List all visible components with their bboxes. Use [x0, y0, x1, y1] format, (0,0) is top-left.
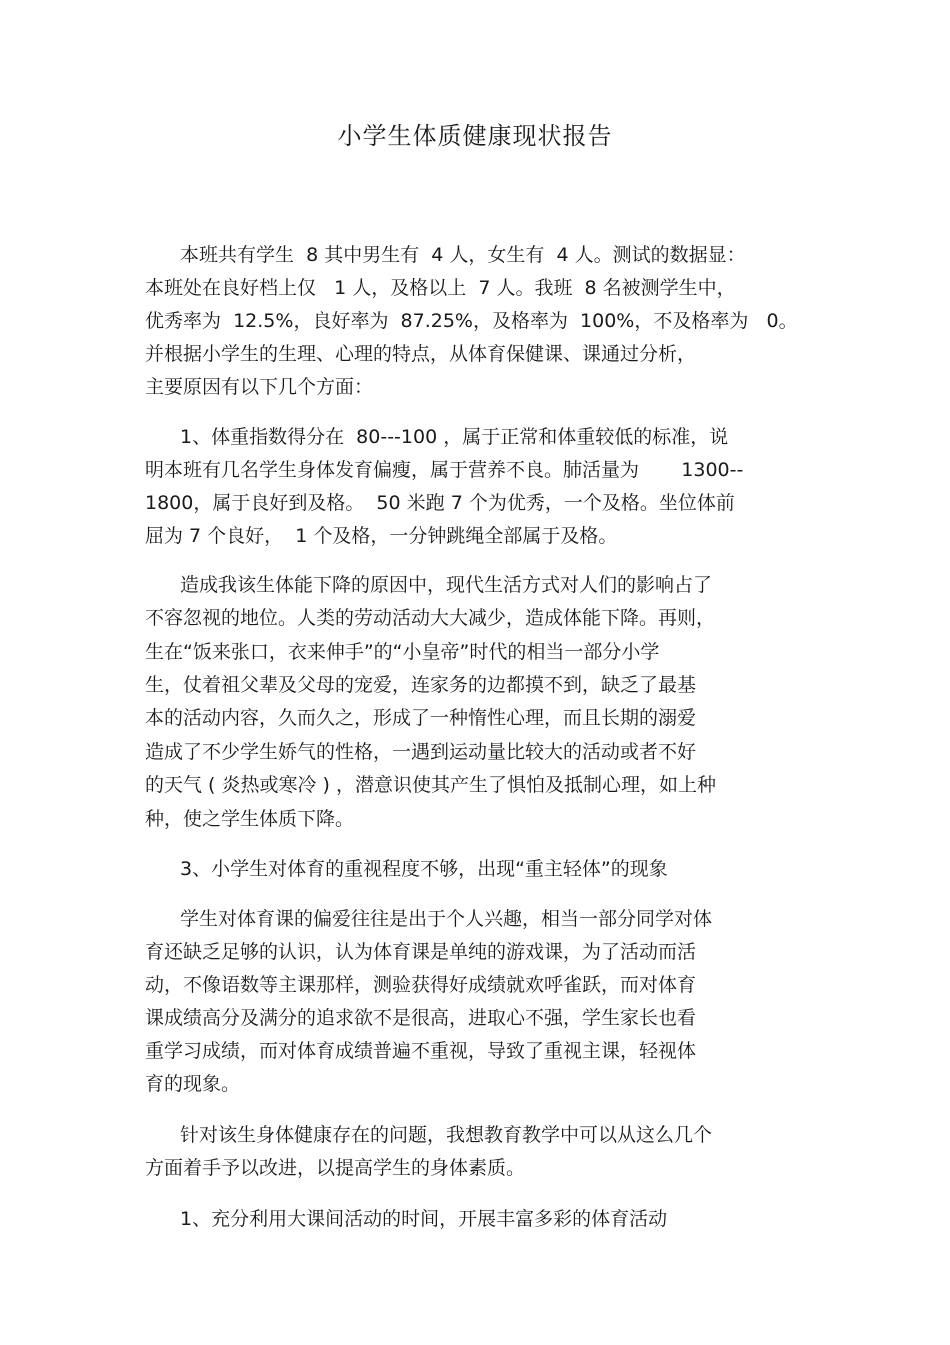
paragraph-line: 1800，属于良好到及格。 50 米跑 7 个为优秀，一个及格。坐位体前	[145, 492, 735, 514]
section-heading: 3、小学生对体育的重视程度不够，出现“重主轻体”的现象	[180, 858, 668, 880]
paragraph-line: 种，使之学生体质下降。	[145, 808, 355, 830]
paragraph-line: 屈为 7 个良好， 1 个及格，一分钟跳绳全部属于及格。	[145, 525, 618, 547]
paragraph-line: 明本班有几名学生身体发育偏瘦，属于营养不良。肺活量为 1300--	[145, 459, 744, 481]
paragraph-line: 造成了不少学生娇气的性格，一遇到运动量比较大的活动或者不好	[145, 741, 697, 763]
paragraph-line: 课成绩高分及满分的追求欲不是很高，进取心不强，学生家长也看	[145, 1007, 697, 1029]
paragraph-line: 方面着手予以改进，以提高学生的身体素质。	[145, 1157, 526, 1179]
paragraph-line: 育的现象。	[145, 1073, 241, 1095]
paragraph-line: 并根据小学生的生理、心理的特点，从体育保健课、课通过分析，	[145, 343, 697, 365]
paragraph-line: 生，仗着祖父辈及父母的宠爱，连家务的边都摸不到，缺乏了最基	[145, 674, 697, 696]
paragraph-line: 主要原因有以下几个方面：	[145, 376, 374, 398]
paragraph-line: 的天气 ( 炎热或寒冷 ) ，潜意识使其产生了惧怕及抵制心理，如上种	[145, 774, 716, 796]
paragraph-line: 本的活动内容，久而久之，形成了一种惰性心理，而且长期的溺爱	[145, 707, 697, 729]
paragraph-line: 学生对体育课的偏爱往往是出于个人兴趣，相当一部分同学对体	[180, 908, 713, 930]
paragraph-line: 动，不像语数等主课那样，测验获得好成绩就欢呼雀跃，而对体育	[145, 974, 697, 996]
paragraph-line: 针对该生身体健康存在的问题，我想教育教学中可以从这么几个	[180, 1124, 713, 1146]
paragraph-line: 不容忽视的地位。人类的劳动活动大大减少，造成体能下降。再则，	[145, 607, 716, 629]
paragraph-line: 生在“饭来张口，衣来伸手”的“小皇帝”时代的相当一部分小学	[145, 641, 660, 663]
paragraph-line: 本班共有学生 8 其中男生有 4 人，女生有 4 人。测试的数据显：	[180, 244, 746, 266]
section-heading: 1、充分利用大课间活动的时间，开展丰富多彩的体育活动	[180, 1208, 668, 1230]
paragraph-line: 优秀率为 12.5%，良好率为 87.25%，及格率为 100%，不及格率为 0。	[145, 310, 798, 332]
paragraph-line: 重学习成绩，而对体育成绩普遍不重视，导致了重视主课，轻视体	[145, 1040, 697, 1062]
paragraph-line: 造成我该生体能下降的原因中，现代生活方式对人们的影响占了	[180, 574, 713, 596]
paragraph-line: 本班处在良好档上仅 1 人，及格以上 7 人。我班 8 名被测学生中，	[145, 277, 736, 299]
paragraph-line: 1、体重指数得分在 80---100 ，属于正常和体重较低的标准，说	[180, 426, 729, 448]
paragraph-line: 育还缺乏足够的认识，认为体育课是单纯的游戏课，为了活动而活	[145, 941, 697, 963]
document-title: 小学生体质健康现状报告	[337, 122, 613, 150]
